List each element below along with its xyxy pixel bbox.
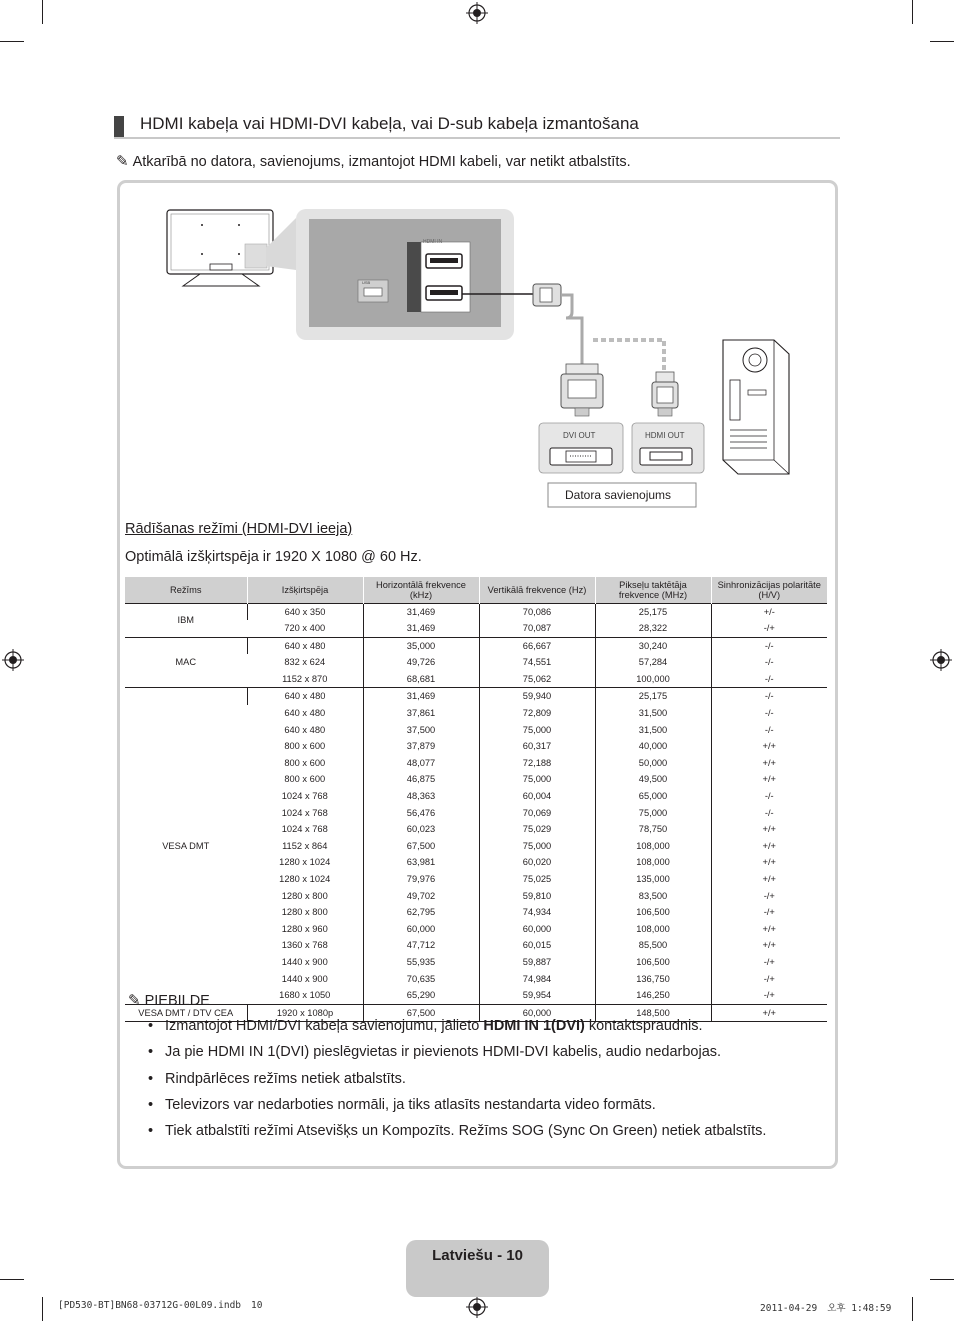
col-header: Režīms xyxy=(125,577,247,603)
table-cell: +/+ xyxy=(711,755,827,772)
table-cell: 25,175 xyxy=(595,603,711,620)
table-cell: 48,077 xyxy=(363,755,479,772)
table-cell: 60,004 xyxy=(479,788,595,805)
table-cell: 640 x 480 xyxy=(284,708,326,719)
table-cell: 66,667 xyxy=(479,637,595,654)
table-cell: 60,000 xyxy=(479,1004,595,1022)
table-cell: -/+ xyxy=(711,954,827,971)
table-cell: 31,469 xyxy=(363,620,479,637)
table-cell: 720 x 400 xyxy=(284,623,326,634)
table-cell: 1280 x 1024 xyxy=(279,874,331,884)
mode-cell: VESA DMT xyxy=(125,688,247,1004)
bullet-icon: • xyxy=(148,1123,154,1140)
table-cell: 37,879 xyxy=(363,738,479,755)
table-body xyxy=(125,603,827,1022)
table-cell: 72,809 xyxy=(479,705,595,722)
tv-port-label: HDMI IN xyxy=(423,239,443,245)
table-cell: 67,500 xyxy=(363,838,479,855)
table-row xyxy=(125,603,827,620)
table-cell: 640 x 350 xyxy=(247,603,363,620)
bullet-icon: • xyxy=(148,1018,154,1034)
table-cell: 800 x 600 xyxy=(284,774,326,785)
table-cell: 60,023 xyxy=(363,821,479,838)
table-cell: +/+ xyxy=(711,854,827,871)
table-cell: 148,500 xyxy=(595,1004,711,1022)
table-cell: 108,000 xyxy=(595,921,711,938)
registration-mark-icon xyxy=(2,649,24,671)
usb-label: USB xyxy=(362,280,371,285)
table-cell: 106,500 xyxy=(595,904,711,921)
table-cell: 78,750 xyxy=(595,821,711,838)
table-cell: -/- xyxy=(711,788,827,805)
footer-date: 2011-04-29 xyxy=(760,1303,818,1314)
table-cell: 1024 x 768 xyxy=(281,807,328,818)
pencil-icon: ✎ xyxy=(116,153,129,170)
table-cell: 31,469 xyxy=(363,688,479,705)
table-cell: -/+ xyxy=(711,620,827,637)
table-row xyxy=(125,688,827,705)
pc-connection-label: Datora savienojums xyxy=(565,488,672,502)
table-cell: 800 x 600 xyxy=(284,741,326,752)
table-cell: +/+ xyxy=(711,738,827,755)
table-cell: 28,322 xyxy=(595,620,711,637)
table-cell: 100,000 xyxy=(595,671,711,688)
table-cell: 74,984 xyxy=(479,971,595,988)
table-cell: 75,000 xyxy=(479,838,595,855)
table-cell: 74,551 xyxy=(479,654,595,671)
section-title: HDMI kabeļa vai HDMI-DVI kabeļa, vai D-sub kabeļa izmantošana xyxy=(140,114,639,133)
note-text: Atkarībā no datora, savienojums, izmantojot HDMI kabeli, var netikt atbalstīts. xyxy=(132,154,631,170)
pc-illustration xyxy=(723,340,789,474)
table-cell: 74,934 xyxy=(479,904,595,921)
table-cell: -/- xyxy=(711,805,827,822)
note-item: • Rindpārlēces režīms netiek atbalstīts. xyxy=(148,1070,406,1087)
page-number-tab xyxy=(406,1240,549,1297)
crop-mark xyxy=(0,1279,24,1280)
col-header: Sinhronizācijas polaritāte (H/V) xyxy=(711,577,827,603)
table-cell: 60,020 xyxy=(479,854,595,871)
table-cell: +/+ xyxy=(711,821,827,838)
table-cell: 1280 x 800 xyxy=(281,907,328,918)
table-row xyxy=(125,637,827,654)
table-cell: 67,500 xyxy=(363,1004,479,1022)
table-cell: 31,469 xyxy=(363,603,479,620)
table-cell: 70,069 xyxy=(479,805,595,822)
table-cell: 70,086 xyxy=(479,603,595,620)
table-cell: 31,500 xyxy=(595,705,711,722)
table-cell: 56,476 xyxy=(363,805,479,822)
table-cell: 108,000 xyxy=(595,854,711,871)
table-cell: 65,290 xyxy=(363,987,479,1004)
col-header: Vertikālā frekvence (Hz) xyxy=(479,577,595,603)
footer-file: [PD530-BT]BN68-03712G-00L09.indb xyxy=(58,1300,242,1311)
crop-mark xyxy=(912,1297,913,1321)
notes-heading-text: PIEBILDE xyxy=(144,993,210,1009)
col-header: Horizontālā frekvence (kHz) xyxy=(363,577,479,603)
table-cell: 85,500 xyxy=(595,937,711,954)
table-cell: 72,188 xyxy=(479,755,595,772)
table-cell: -/- xyxy=(711,688,827,705)
table-cell: 1280 x 1024 xyxy=(279,857,331,868)
display-modes-title: Rādīšanas režīmi (HDMI-DVI ieeja) xyxy=(125,521,353,537)
table-cell: 60,317 xyxy=(479,738,595,755)
table-cell: 1280 x 800 xyxy=(281,890,328,901)
note-item: • Televizors var nedarboties normāli, ja tiks atlasīts nestandarta video formāts. xyxy=(148,1096,656,1113)
table-cell: 35,000 xyxy=(363,637,479,654)
table-cell: 70,087 xyxy=(479,620,595,637)
note-item: • Tiek atbalstīti režīmi Atsevišķs un Kompozīts. Režīms SOG (Sync On Green) netiek atbalstīts. xyxy=(148,1123,767,1140)
crop-mark xyxy=(930,1279,954,1280)
table-cell: 60,000 xyxy=(363,921,479,938)
table-cell: 106,500 xyxy=(595,954,711,971)
hdmi-out-label: HDMI OUT xyxy=(645,431,685,440)
notes-list xyxy=(148,1018,766,1149)
display-modes-table xyxy=(125,577,827,1022)
optimal-resolution: Optimālā izšķirtspēja ir 1920 X 1080 @ 60 Hz. xyxy=(125,549,422,565)
print-footer-right xyxy=(760,1300,901,1314)
bullet-icon: • xyxy=(148,1070,154,1087)
table-cell: 49,726 xyxy=(363,654,479,671)
table-cell: 59,940 xyxy=(479,688,595,705)
page-number: Latviešu - 10 xyxy=(432,1247,523,1264)
footer-page: 10 xyxy=(251,1300,263,1311)
table-cell: 47,712 xyxy=(363,937,479,954)
table-cell: 37,861 xyxy=(363,705,479,722)
crop-mark xyxy=(42,1297,43,1321)
table-cell: 50,000 xyxy=(595,755,711,772)
table-cell: 59,810 xyxy=(479,888,595,905)
table-header-row xyxy=(125,577,827,603)
table-cell: 57,284 xyxy=(595,654,711,671)
table-cell: 640 x 480 xyxy=(247,688,363,705)
table-cell: -/+ xyxy=(711,987,827,1004)
registration-mark-icon xyxy=(466,1296,488,1318)
dvi-out-label: DVI OUT xyxy=(563,431,596,440)
note-line xyxy=(116,152,631,170)
table-cell: 800 x 600 xyxy=(284,757,326,768)
table-cell: 75,025 xyxy=(479,871,595,888)
table-cell: 1440 x 900 xyxy=(281,973,328,984)
table-cell: 48,363 xyxy=(363,788,479,805)
note-item: • Ja pie HDMI IN 1(DVI) pieslēgvietas ir pievienots HDMI-DVI kabelis, audio nedarbojas. xyxy=(148,1044,722,1061)
table-cell: 75,000 xyxy=(479,771,595,788)
table-cell: 1024 x 768 xyxy=(281,824,328,835)
table-cell: 40,000 xyxy=(595,738,711,755)
table-cell: 83,500 xyxy=(595,888,711,905)
table-cell: 640 x 480 xyxy=(284,724,326,735)
mode-cell: VESA DMT / DTV CEA xyxy=(125,1004,247,1022)
registration-mark-icon xyxy=(466,2,488,24)
table-cell: 30,240 xyxy=(595,637,711,654)
table-cell: 1280 x 960 xyxy=(281,923,328,934)
table-cell: 62,795 xyxy=(363,904,479,921)
table-cell: 49,702 xyxy=(363,888,479,905)
table-cell: 79,976 xyxy=(363,871,479,888)
table-cell: 55,935 xyxy=(363,954,479,971)
mode-cell: IBM xyxy=(125,603,247,637)
table-cell: 65,000 xyxy=(595,788,711,805)
mode-cell: MAC xyxy=(125,637,247,688)
table-cell: 25,175 xyxy=(595,688,711,705)
table-cell: +/+ xyxy=(711,838,827,855)
table-cell: 70,635 xyxy=(363,971,479,988)
table-cell: +/+ xyxy=(711,937,827,954)
table-cell: 640 x 480 xyxy=(247,637,363,654)
table-cell: 136,750 xyxy=(595,971,711,988)
col-header: Izšķirtspēja xyxy=(247,577,363,603)
table-cell: 60,015 xyxy=(479,937,595,954)
table-cell: 46,875 xyxy=(363,771,479,788)
footer-time: 오후 1:48:59 xyxy=(827,1303,892,1314)
table-cell: 1920 x 1080p xyxy=(247,1004,363,1022)
table-cell: 75,000 xyxy=(595,805,711,822)
table-cell: +/- xyxy=(711,603,827,620)
table-cell: 75,029 xyxy=(479,821,595,838)
table-cell: -/- xyxy=(711,637,827,654)
crop-mark xyxy=(930,41,954,42)
table-cell: 1152 x 864 xyxy=(282,840,328,851)
table-cell: +/+ xyxy=(711,871,827,888)
table-cell: 832 x 624 xyxy=(284,657,326,668)
section-divider xyxy=(114,137,840,139)
print-footer-left xyxy=(58,1300,272,1311)
table-cell: -/- xyxy=(711,705,827,722)
table-cell: 68,681 xyxy=(363,671,479,688)
crop-mark xyxy=(42,0,43,24)
table-cell: 1024 x 768 xyxy=(281,791,328,802)
table-cell: 75,000 xyxy=(479,722,595,739)
table-cell: -/+ xyxy=(711,904,827,921)
table-cell: -/- xyxy=(711,722,827,739)
table-cell: 37,500 xyxy=(363,722,479,739)
table-cell: 59,954 xyxy=(479,987,595,1004)
section-marker xyxy=(114,116,124,137)
notes-heading xyxy=(128,991,210,1009)
table-cell: -/+ xyxy=(711,971,827,988)
crop-mark xyxy=(0,41,24,42)
table-cell: -/- xyxy=(711,654,827,671)
table-cell: 1440 x 900 xyxy=(281,956,328,967)
table-cell: 60,000 xyxy=(479,921,595,938)
table-cell: +/+ xyxy=(711,921,827,938)
table-cell: 75,062 xyxy=(479,671,595,688)
table-cell: 135,000 xyxy=(595,871,711,888)
bullet-icon: • xyxy=(148,1044,154,1061)
table-cell: +/+ xyxy=(711,771,827,788)
table-cell: 108,000 xyxy=(595,838,711,855)
pencil-icon: ✎ xyxy=(128,992,141,1009)
crop-mark xyxy=(912,0,913,24)
table-cell: +/+ xyxy=(711,1004,827,1022)
connection-diagram xyxy=(118,195,818,515)
table-cell: 59,887 xyxy=(479,954,595,971)
bullet-icon: • xyxy=(148,1096,154,1113)
table-cell: 1152 x 870 xyxy=(282,673,328,684)
table-cell: -/- xyxy=(711,671,827,688)
col-header: Pikseļu taktētāja frekvence (MHz) xyxy=(595,577,711,603)
table-cell: 1680 x 1050 xyxy=(279,990,331,1001)
table-cell: 63,981 xyxy=(363,854,479,871)
table-cell: -/+ xyxy=(711,888,827,905)
registration-mark-icon xyxy=(930,649,952,671)
note-item: • Izmantojot HDMI/DVI kabeļa savienojumu, jālieto HDMI IN 1(DVI) kontaktspraudnis. xyxy=(148,1018,703,1034)
table-cell: 31,500 xyxy=(595,722,711,739)
tv-illustration xyxy=(167,210,273,286)
table-cell: 1360 x 768 xyxy=(281,940,328,951)
table-cell: 49,500 xyxy=(595,771,711,788)
table-cell: 146,250 xyxy=(595,987,711,1004)
